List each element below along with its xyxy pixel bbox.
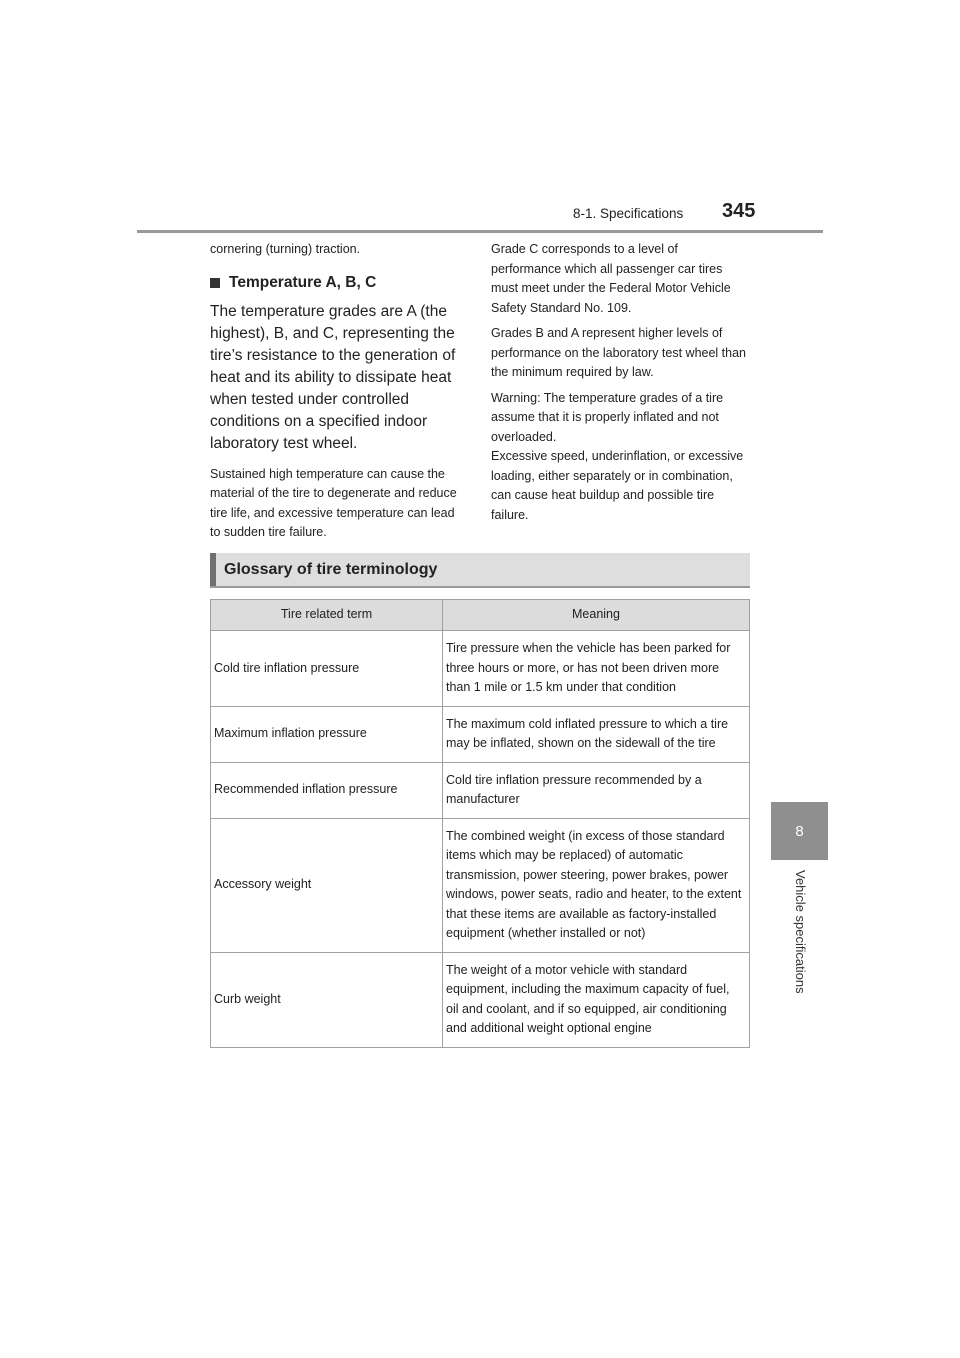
chapter-number: 8	[795, 822, 804, 840]
square-bullet-icon	[210, 278, 220, 288]
paragraph-warning-detail: Excessive speed, underinflation, or excessive loading, either separately or in combination, can cause heat buildup and possible tire failure.	[491, 449, 744, 522]
table-row	[211, 952, 750, 1047]
note-paragraph: Sustained high temperature can cause the material of the tire to degenerate and reduce tire life, and excessive temperature can lead to sudden tire failure.	[210, 466, 457, 539]
meaning-cell: The weight of a motor vehicle with standard equipment, including the maximum capacity of fuel, oil and coolant, and if so equipped, air conditioning and additional weight optional engine	[443, 952, 750, 1047]
header-section-title: 8-1. Specifications	[573, 206, 684, 221]
subheading-text: Temperature A, B, C	[229, 273, 377, 291]
section-accent	[210, 553, 216, 586]
header-rule	[137, 230, 823, 233]
term-cell: Accessory weight	[211, 818, 443, 952]
body-paragraph: The temperature grades are A (the highest), B, and C, representing the tire’s resistance to the generation of heat and its ability to dissipate heat when tested under controlled conditions on a specified indoor laboratory test wheel.	[210, 302, 456, 452]
left-column	[210, 240, 465, 543]
section-heading-bar	[210, 553, 750, 588]
column-header-meaning: Meaning	[443, 600, 750, 631]
paragraph-grades-b-a: Grades B and A represent higher levels of performance on the laboratory test wheel than the minimum required by law.	[491, 326, 747, 379]
section-title: Glossary of tire terminology	[224, 560, 438, 578]
subheading	[210, 274, 465, 292]
right-column	[491, 240, 749, 525]
meaning-cell: Tire pressure when the vehicle has been parked for three hours or more, or has not been driven more than 1 mile or 1.5 km under that condition	[443, 631, 750, 707]
term-cell: Curb weight	[211, 952, 443, 1047]
table-row	[211, 818, 750, 952]
chapter-tab	[771, 802, 828, 860]
table-row	[211, 631, 750, 707]
table-header-row	[211, 600, 750, 631]
chapter-label: Vehicle specifications	[793, 870, 808, 994]
term-cell: Recommended inflation pressure	[211, 762, 443, 818]
term-cell: Maximum inflation pressure	[211, 706, 443, 762]
page-number: 345	[722, 200, 756, 222]
intro-text: cornering (turning) traction.	[210, 242, 361, 256]
paragraph-warning: Warning: The temperature grades of a tire assume that it is properly inflated and not overloaded.	[491, 390, 724, 444]
column-header-term: Tire related term	[211, 600, 443, 631]
paragraph-grade-c: Grade C corresponds to a level of performance which all passenger car tires must meet under the Federal Motor Vehicle Safety Standard No. 109.	[491, 242, 731, 315]
meaning-cell: Cold tire inflation pressure recommended by a manufacturer	[443, 762, 750, 818]
glossary-table	[210, 599, 750, 1048]
meaning-cell: The maximum cold inflated pressure to which a tire may be inflated, shown on the sidewall of the tire	[443, 706, 750, 762]
table-row	[211, 762, 750, 818]
term-cell: Cold tire inflation pressure	[211, 631, 443, 707]
meaning-cell: The combined weight (in excess of those standard items which may be replaced) of automatic transmission, power steering, power brakes, power windows, power seats, radio and heater, to the extent that these items are available as factory-installed equipment (whether installed or not)	[443, 818, 750, 952]
table-row	[211, 706, 750, 762]
